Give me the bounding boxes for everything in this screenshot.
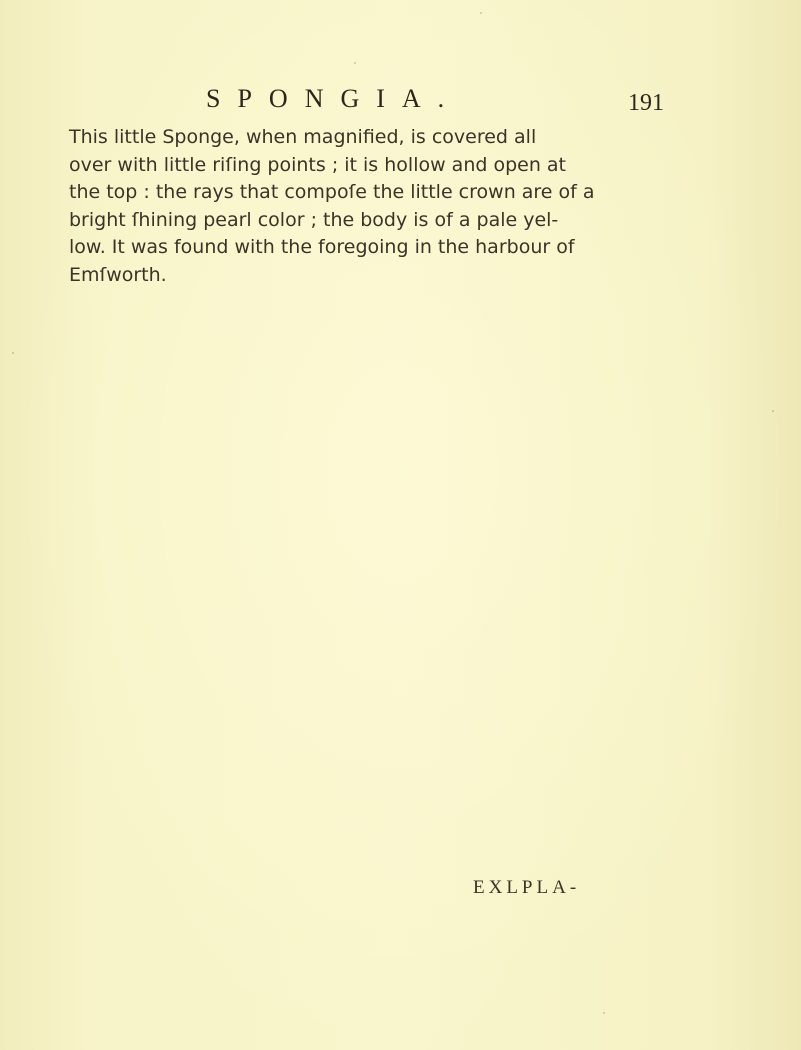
paper-speck bbox=[354, 62, 356, 64]
body-line: the top : the rays that compoſe the little crown are of a bbox=[69, 181, 595, 204]
catchword: EXLPLA- bbox=[473, 877, 581, 898]
paper-speck bbox=[480, 12, 482, 14]
paper-speck bbox=[772, 410, 774, 412]
paper-speck bbox=[12, 352, 14, 354]
page-header bbox=[0, 80, 801, 120]
running-title: SPONGIA. bbox=[206, 84, 462, 113]
body-line: Emſworth. bbox=[69, 263, 167, 286]
body-line: bright ſhining pearl color ; the body is of a pale yel- bbox=[69, 208, 559, 231]
body-line: This little Sponge, when magnified, is covered all bbox=[69, 126, 537, 148]
body-paragraph bbox=[69, 124, 629, 290]
page-number: 191 bbox=[628, 90, 664, 116]
paper-speck bbox=[603, 1012, 605, 1014]
body-line: low. It was found with the foregoing in the harbour of bbox=[69, 236, 575, 259]
body-line: over with little riſing points ; it is hollow and open at bbox=[69, 153, 567, 176]
